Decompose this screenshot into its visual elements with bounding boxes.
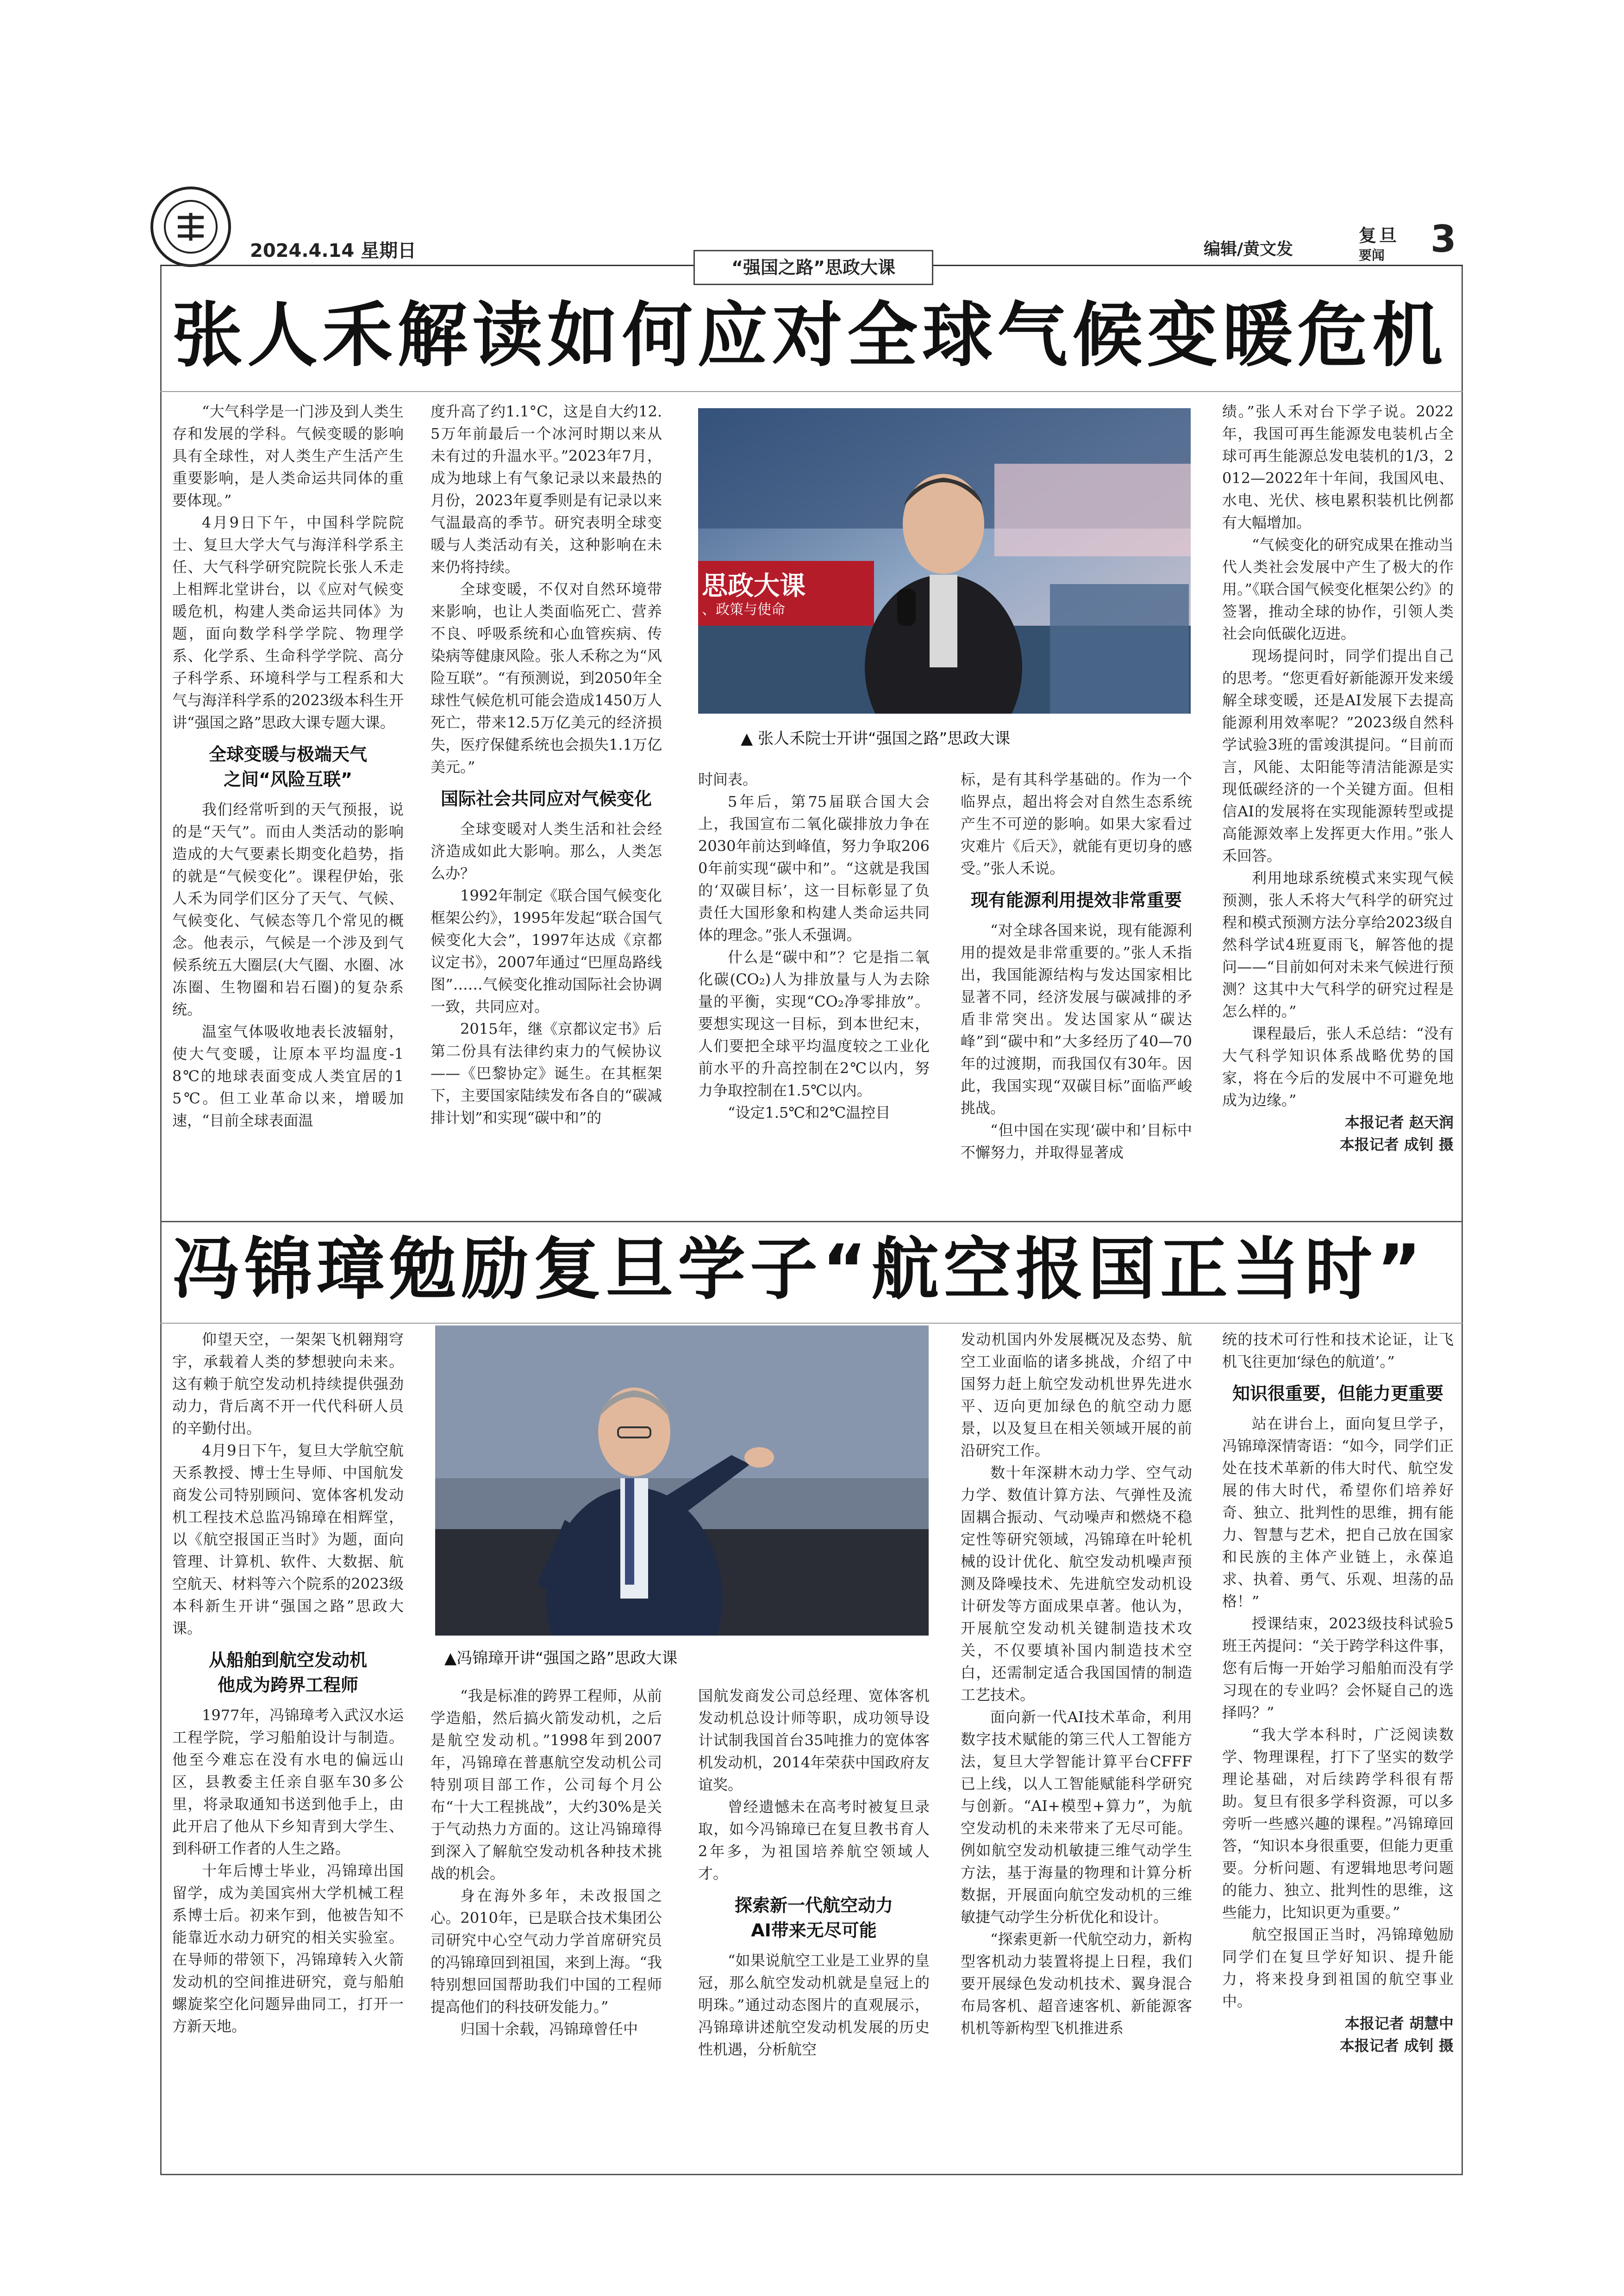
paragraph: 曾经遗憾未在高考时被复旦录取，如今冯锦璋已在复旦教书育人2年多，为祖国培养航空领域人才。 [698,1798,930,1882]
article1-column-1 [172,400,404,1132]
reporter-byline: 本报记者 胡慧中 [1344,2015,1454,2032]
article-divider [160,1221,1463,1222]
paragraph: “设定1.5℃和2℃温控目 [728,1104,891,1121]
paragraph: 数十年深耕木动力学、空气动力学、数值计算方法、气弹性及流固耦合振动、气动噪声和燃烧不稳定性等研究领域，冯锦璋在叶轮机械的设计优化、航空发动机噪声预测及降噪技术、先进航空发动机设计研发等方面成果卓著。他认为，开展航空发动机关键制造技术攻关，不仅要填补国内制造技术空白，还需制定适合我国国情的制造工艺技术。 [961,1464,1192,1704]
article1-column-4 [961,768,1192,1164]
subheading: 从船舶到航空发动机 他成为跨界工程师 [208,1650,367,1695]
paragraph: 1992年制定《联合国气候变化框架公约》，1995年发起“联合国气候变化大会”，1997年达成《京都议定书》，2007年通过“巴厘岛路线图”……气候变化推动国际社会协调一致，共同应对。 [431,887,662,1015]
paragraph: 温室气体吸收地表长波辐射，使大气变暖，让原本平均温度-18℃的地球表面变成人类宜居的15℃。但工业革命以来，增暖加速，“目前全球表面温 [172,1023,404,1129]
paragraph: 5年后，第75届联合国大会上，我国宣布二氧化碳排放力争在2030年前达到峰值，努力争取2060年前实现“碳中和”。“这就是我国的‘双碳目标’，这一目标彰显了负责任大国形象和构建人类命运共同体的理念。”张人禾强调。 [698,793,930,944]
article1-column-3 [698,768,930,1124]
article1-title: 张人禾解读如何应对全球气候变暖危机 [172,294,1447,376]
paragraph: 发动机国内外发展概况及态势、航空工业面临的诸多挑战，介绍了中国努力赶上航空发动机世界先进水平、迈向更加绿色的航空动力愿景，以及复旦在相关领域开展的前沿研究工作。 [961,1331,1192,1459]
article1-title-rule [160,391,1463,392]
article2-column-5 [1222,1328,1454,2057]
paragraph: “我是标准的跨界工程师，从前学造船，然后搞火箭发动机，之后是航空发动机。”1998年到2007年，冯锦璋在普惠航空发动机公司特别项目部工作，公司每个月公布“十大工程挑战”，大约30%是关于气动热力方面的。这让冯锦璋得到深入了解航空发动机各种技术挑战的机会。 [431,1687,662,1882]
paragraph: “探索更新一代航空动力，新构型客机动力装置将提上日程，我们要开展绿色发动机技术、翼身混合布局客机、超音速客机、新能源客机机等新构型飞机推进系 [961,1930,1192,2037]
paragraph: “对全球各国来说，现有能源利用的提效是非常重要的。”张人禾指出，我国能源结构与发达国家相比显著不同，经济发展与碳减排的矛盾非常突出。发达国家从“碳达峰”到“碳中和”大多经历了40—70年的过渡期，而我国仅有30年。因此，我国实现“双碳目标”面临严峻挑战。 [961,921,1192,1117]
article1-column-2 [431,400,662,1129]
section-name: 要闻 [1359,248,1385,263]
article2-column-1 [172,1328,404,2037]
paragraph: 我们经常听到的天气预报，说的是“天气”。而由人类活动的影响造成的大气要素长期变化趋势，指的就是“气候变化”。课程伊始，张人禾为同学们区分了天气、气候、气候变化、气候态等几个常见的概念。他表示，气候是一个涉及到气候系统五大圈层(大气圈、水圈、冰冻圈、生物圈和岩石圈)的复杂系统。 [172,801,404,1018]
subheading: 现有能源利用提效非常重要 [970,890,1182,910]
paragraph: “但中国在实现‘碳中和’目标中不懈努力，并取得显著成 [961,1121,1192,1161]
paragraph: 课程最后，张人禾总结：“没有大气科学知识体系战略优势的国家，将在今后的发展中不可避免地成为边缘。” [1222,1025,1454,1109]
paragraph: 全球变暖，不仅对自然环境带来影响，也让人类面临死亡、营养不良、呼吸系统和心血管疾病、传染病等健康风险。张人禾称之为“风险互联”。“有预测说，到2050年全球性气候危机可能会造成1450万人死亡，带来12.5万亿美元的经济损失，医疗保健系统也会损失1.1万亿美元。” [431,580,662,776]
paragraph: 全球变暖对人类生活和社会经济造成如此大影响。那么，人类怎么办？ [431,820,662,882]
paragraph: 1977年，冯锦璋考入武汉水运工程学院，学习船舶设计与制造。他至今难忘在没有水电的偏远山区，县教委主任亲自驱车30多公里，将录取通知书送到他手上，由此开启了他从下乡知青到大学生、到科研工作者的人生之路。 [172,1706,404,1857]
subheading: 探索新一代航空动力 AI带来无尽可能 [734,1895,893,1941]
paragraph: 2015年，继《京都议定书》后第二份具有法律约束力的气候协议——《巴黎协定》诞生。在其框架下，主要国家陆续发布各自的“碳减排计划”和实现“碳中和”的 [431,1020,662,1126]
paragraph: 授课结束，2023级技科试验5班王芮提问：“关于跨学科这件事，您有后悔一开始学习船舶而没有学习现在的专业吗？会怀疑自己的选择吗？” [1222,1615,1454,1721]
paragraph: 仰望天空，一架架飞机翱翔穹宇，承载着人类的梦想驶向未来。这有赖于航空发动机持续提供强劲动力，背后离不开一代代科研人员的辛勤付出。 [172,1331,404,1437]
article2-title: 冯锦璋勉励复旦学子“航空报国正当时” [172,1230,1426,1309]
paragraph: 国航发商发公司总经理、宽体客机发动机总设计师等职，成功领导设计试制我国首台35吨推力的宽体客机发动机，2014年荣获中国政府友谊奖。 [698,1687,930,1793]
article1-column-5 [1222,400,1454,1156]
paragraph: 什么是“碳中和”？它是指二氧化碳(CO₂)人为排放量与人为去除量的平衡，实现“CO₂净零排放”。要想实现这一目标，到本世纪末，人们要把全球平均温度较之工业化前水平的升高控制在2℃以内，努力争取控制在1.5℃以内。 [698,948,930,1099]
article2-column-3 [698,1685,930,2060]
article1-photo [698,408,1191,714]
article2-photo [435,1325,929,1636]
photographer-byline: 本报记者 成钊 摄 [1339,2037,1454,2054]
paragraph: 现场提问时，同学们提出自己的思考。“您更看好新能源开发来缓解全球变暖，还是AI发展下去提高能源利用效率呢？”2023级自然科学试验3班的雷竣淇提问。“目前而言，风能、太阳能等清洁能源是实现低碳经济的一个关键方面。但相信AI的发展将在实现能源转型或提高能源效率上发挥更大作用。”张人禾回答。 [1222,647,1454,865]
paragraph: 面向新一代AI技术革命，利用数字技术赋能的第三代人工智能方法，复旦大学智能计算平台CFFF已上线，以人工智能赋能科学研究与创新。“AI+模型+算力”，为航空发动机的未来带来了无尽可能。例如航空发动机敏捷三维气动学生方法，基于海量的物理和计算分析数据，开展面向航空发动机的三维敏捷气动学生分析优化和设计。 [961,1708,1192,1926]
photographer-byline: 本报记者 成钊 摄 [1339,1136,1454,1153]
paragraph: 时间表。 [698,771,758,788]
section-brand: 复旦 [1359,225,1400,246]
paragraph: 归国十余载，冯锦璋曾任中 [460,2020,638,2038]
paragraph: 4月9日下午，中国科学院院士、复旦大学大气与海洋科学系主任、大气科学研究院院长张人禾走上相辉北堂讲台，以《应对气候变暖危机，构建人类命运共同体》为题，面向数学科学学院、物理学系、化学系、生命科学学院、高分子科学系、环境科学与工程系和大气与海洋科学系的2023级本科生开讲“强国之路”思政大课专题大课。 [172,514,404,731]
subheading: 全球变暖与极端天气 之间“风险互联” [208,744,367,790]
subheading: 知识很重要，但能力更重要 [1232,1383,1443,1404]
article2-column-2 [431,1685,662,2040]
paragraph: 身在海外多年，未改报国之心。2010年，已是联合技术集团公司研究中心空气动力学首席研究员的冯锦璋回到祖国，来到上海。“我特别想回国帮助我们中国的工程师提高他们的科技研发能力。” [431,1887,662,2016]
paragraph: “我大学本科时，广泛阅读数学、物理课程，打下了坚实的数学理论基础，对后续跨学科很有帮助。复旦有很多学科资源，可以多旁听一些感兴趣的课程。”冯锦璋回答，“知识本身很重要，但能力更重要。分析问题、有逻辑地思考问题的能力、独立、批判性的思维，这些能力，比知识更为重要。” [1222,1726,1454,1921]
paragraph: 航空报国正当时，冯锦璋勉励同学们在复旦学好知识、提升能力，将来投身到祖国的航空事业中。 [1222,1926,1454,2010]
issue-date: 2024.4.14 星期日 [250,240,417,261]
paragraph: “如果说航空工业是工业界的皇冠，那么航空发动机就是皇冠上的明珠。”通过动态图片的直观展示，冯锦璋讲述航空发动机发展的历史性机遇，分析航空 [698,1952,930,2058]
university-seal [149,185,232,268]
article2-column-4 [961,1328,1192,2039]
paragraph: 标，是有其科学基础的。作为一个临界点，超出将会对自然生态系统产生不可逆的影响。如果大家看过灾难片《后天》，就能有更切身的感受。”张人禾说。 [961,771,1192,877]
paragraph: 十年后博士毕业，冯锦璋出国留学，成为美国宾州大学机械工程系博士后。初来乍到，他被告知不能靠近水动力研究的相关实验室。在导师的带领下，冯锦璋转入火箭发动机的空间推进研究，竟与船舶螺旋桨空化问题异曲同工，打开一方新天地。 [172,1862,404,2035]
article1-photo-caption: ▲ 张人禾院士开讲“强国之路”思政大课 [741,729,1011,748]
paragraph: “大气科学是一门涉及到人类生存和发展的学科。气候变暖的影响具有全球性，对人类生产生活产生重要影响，是人类命运共同体的重要体现。” [172,403,404,509]
reporter-byline: 本报记者 赵天润 [1344,1114,1454,1131]
editor-credit: 编辑/黄文发 [1204,240,1293,259]
paragraph: 站在讲台上，面向复旦学子，冯锦璋深情寄语：“如今，同学们正处在技术革新的伟大时代、航空发展的伟大时代，希望你们培养好奇、独立、批判性的思维，拥有能力、智慧与艺术，把自己放在国家和民族的主体产业链上，永葆追求、执着、勇气、乐观、坦荡的品格！” [1222,1415,1454,1610]
photo-banner-title: 思政大课 [702,571,806,601]
subheading: 国际社会共同应对气候变化 [440,789,652,809]
photo-banner-subtitle: 、政策与使命 [702,602,785,618]
page-number: 3 [1430,218,1456,261]
paragraph: 利用地球系统模式来实现气候预测，张人禾将大气科学的研究过程和模式预测方法分享给2023级自然科学试4班夏雨飞，解答他的提问——“目前如何对未来气候进行预测？这其中大气科学的研究过程是怎么样的。” [1222,869,1454,1020]
paragraph: 绩。”张人禾对台下学子说。2022年，我国可再生能源发电装机占全球可再生能源总发电装机的1/3，2012—2022年十年间，我国风电、水电、光伏、核电累积装机比例都有大幅增加。 [1222,403,1454,531]
paragraph: 4月9日下午，复旦大学航空航天系教授、博士生导师、中国航发商发公司特别顾问、宽体客机发动机工程技术总监冯锦璋在相辉堂，以《航空报国正当时》为题，面向管理、计算机、软件、大数据、航空航天、材料等六个院系的2023级本科新生开讲“强国之路”思政大课。 [172,1442,404,1637]
column-tag: “强国之路”思政大课 [693,250,933,285]
paragraph: 度升高了约1.1°C，这是自大约12.5万年前最后一个冰河时期以来从未有过的升温水平。”2023年7月，成为地球上有气象记录以来最热的月份，2023年夏季则是有记录以来气温最高的季节。研究表明全球变暖与人类活动有关，这种影响在未来仍将持续。 [431,403,662,576]
article2-photo-caption: ▲冯锦璋开讲“强国之路”思政大课 [444,1649,678,1668]
article2-title-rule [160,1323,1463,1324]
paragraph: “气候变化的研究成果在推动当代人类社会发展中产生了极大的作用。”《联合国气候变化框架公约》的签署，推动全球的协作，引领人类社会向低碳化迈进。 [1222,536,1454,642]
paragraph: 统的技术可行性和技术论证，让飞机飞往更加‘绿色的航道’。” [1222,1331,1454,1370]
